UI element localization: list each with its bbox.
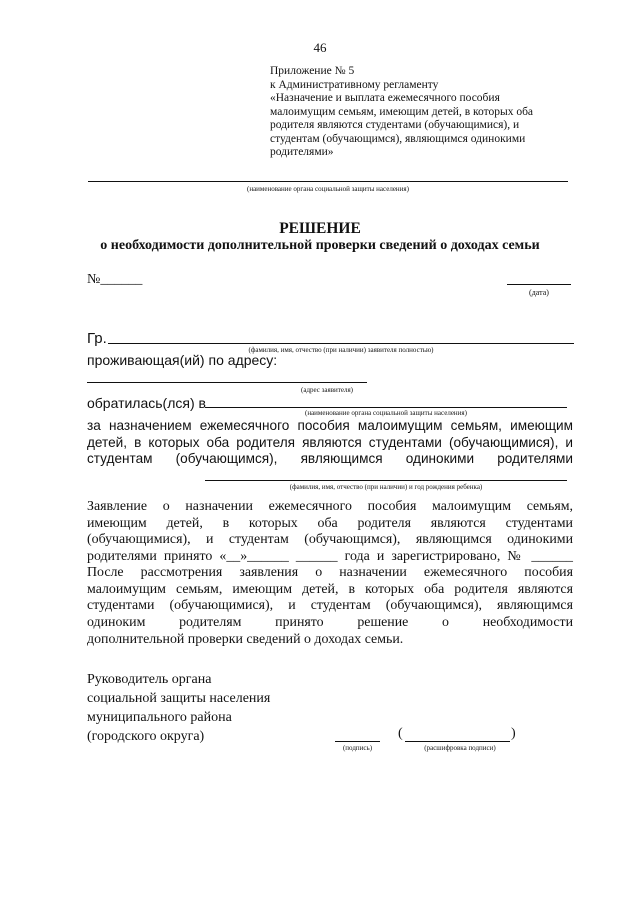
statement-line: родителями принято «__»______ ______ года и зарегистрировано, № ______ (87, 549, 573, 565)
date-field[interactable] (507, 284, 571, 285)
purpose-line: за назначением ежемесячного пособия малоимущим семьям, имеющим (87, 418, 573, 433)
signatory-block (87, 670, 270, 746)
signature-field[interactable] (335, 741, 380, 742)
applied-org-field[interactable] (205, 407, 567, 408)
decision-line: дополнительной проверки сведений о доходах семьи. (87, 631, 404, 647)
address-caption: (адрес заявителя) (301, 386, 353, 394)
citizen-label: Гр. (87, 330, 107, 347)
appendix-line: Приложение № 5 (270, 65, 355, 77)
decision-line: После рассмотрения заявления о назначении ежемесячного пособия (87, 565, 573, 580)
appendix-line: «Назначение и выплата ежемесячного пособия (270, 92, 500, 104)
decision-line: студентами (обучающимися), и студентам (обучающимся), являющимся (87, 598, 573, 614)
document-subtitle: о необходимости дополнительной проверки сведений о доходах семьи (100, 238, 540, 253)
appendix-line: родителями» (270, 146, 334, 158)
signature-decode-caption: (расшифровка подписи) (424, 744, 496, 752)
signatory-line: (городского округа) (87, 729, 205, 744)
signature-decode-close: ) (511, 726, 516, 741)
decision-line: одиноким родителям принято решение о необходимости (87, 615, 573, 631)
signatory-line: Руководитель органа (87, 672, 212, 687)
address-label: проживающая(ий) по адресу: (87, 352, 278, 368)
document-title: РЕШЕНИЕ (279, 220, 361, 237)
signature-decode-open: ( (398, 726, 403, 741)
statement-line: Заявление о назначении ежемесячного пособия малоимущим семьям, (87, 499, 573, 514)
decision-paragraph (87, 565, 573, 649)
applied-org-caption: (наименование органа социальной защиты населения) (305, 409, 467, 417)
appendix-line: малоимущим семьям, имеющим детей, в которых оба (270, 105, 534, 118)
child-caption: (фамилия, имя, отчество (при наличии) и год рождения ребенка) (289, 483, 483, 491)
child-field[interactable] (205, 480, 567, 481)
signatory-line: муниципального района (87, 710, 232, 725)
address-field[interactable] (87, 382, 367, 383)
org-name-field[interactable] (88, 181, 568, 182)
purpose-line: студентам (обучающимся), являющимся одинокими родителями (87, 451, 573, 467)
page-number: 46 (313, 40, 327, 55)
signature-caption: (подпись) (342, 744, 373, 752)
date-caption: (дата) (529, 288, 549, 297)
appendix-line: к Административному регламенту (270, 78, 439, 91)
statement-paragraph (87, 499, 573, 566)
decision-line: малоимущим семьям, имеющим детей, в которых оба родителя являются (87, 581, 573, 597)
decision-number: №______ (87, 272, 143, 287)
signatory-line: социальной защиты населения (87, 691, 271, 706)
purpose-line: детей, в которых оба родителя являются студентами (обучающимися), и (87, 434, 573, 450)
citizen-name-caption: (фамилия, имя, отчество (при наличии) заявителя полностью) (248, 346, 434, 354)
citizen-name-field[interactable] (108, 343, 574, 344)
purpose-paragraph (87, 418, 573, 468)
signature-decode-field[interactable] (405, 741, 510, 742)
appendix-line: родителя являются студентами (обучающимися), и (270, 119, 520, 131)
statement-line: имеющим детей, в которых оба родителя являются студентами (87, 515, 573, 531)
applied-label: обратилась(лся) в (87, 395, 206, 411)
statement-line: (обучающимися), и студентам (обучающимся), являющимся одинокими (87, 532, 573, 548)
appendix-line: студентам (обучающимся), являющимся одинокими (270, 132, 526, 145)
appendix-header (270, 65, 570, 160)
org-name-caption: (наименование органа социальной защиты населения) (247, 185, 409, 193)
